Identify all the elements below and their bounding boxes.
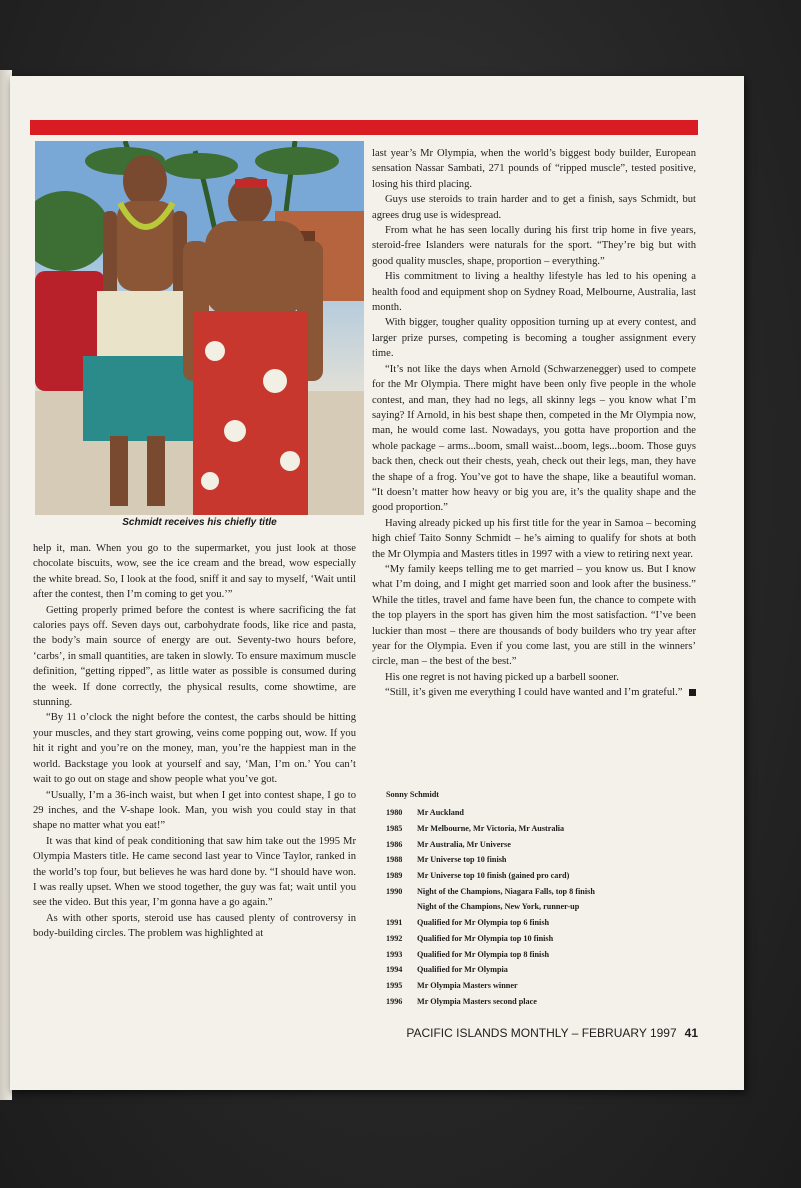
paragraph: “By 11 o’clock the night before the contest, the carbs should be hitting your muscles, and they start growing, veins come popping out, wow. If you hit it right and you’re on the money, man, you’re the happiest man in the world. Backstage you look at yourself and say, ‘Man, I’m on.’ You can’t wait to go out on stage and show people what you’ve got.: [33, 712, 356, 786]
title-row: [386, 931, 696, 947]
title-year: 1980: [386, 808, 403, 818]
title-row: [386, 978, 696, 994]
title-year: 1995: [386, 980, 403, 990]
title-name: Qualified for Mr Olympia top 8 finish: [417, 949, 550, 959]
red-accent-bar: [30, 120, 698, 135]
title-name: Qualified for Mr Olympia: [417, 965, 508, 975]
title-name: Mr Australia, Mr Universe: [417, 839, 511, 849]
title-name: Mr Melbourne, Mr Victoria, Mr Australia: [417, 824, 565, 834]
title-year: 1985: [386, 824, 403, 834]
title-year: 1986: [386, 839, 403, 849]
title-row: [386, 821, 696, 837]
magazine-page: [10, 76, 744, 1090]
title-row: [386, 852, 696, 868]
titles-heading: Sonny Schmidt: [386, 790, 440, 799]
publication-name: PACIFIC ISLANDS MONTHLY – FEBRUARY 1997: [406, 1026, 677, 1040]
paragraph: “Usually, I’m a 36-inch waist, but when I get into contest shape, I go to 29 inches, and the V-shape look. Man, you wish you could stay in that shape no matter what you eat!”: [33, 789, 356, 832]
title-row: [386, 805, 696, 821]
title-row: [386, 962, 696, 978]
title-name: Night of the Champions, Niagara Falls, top 8 finish: [417, 886, 595, 896]
paragraph: From what he has seen locally during his first trip home in five years, steroid-free Islanders were naturals for the sport. “They’re big but with good quality muscles, shape, proportion – everything.”: [372, 225, 696, 267]
title-year: 1993: [386, 949, 403, 959]
title-name: Mr Universe top 10 finish: [417, 855, 507, 865]
title-year: 1996: [386, 996, 403, 1006]
title-name: Night of the Champions, New York, runner-up: [417, 902, 580, 912]
title-name: Mr Auckland: [417, 808, 464, 818]
paragraph: “It’s not like the days when Arnold (Schwarzenegger) used to compete for the Mr Olympia. There might have been only five people in the whole contest, and man, they had no legs, all skinny legs – you know what I’m saying? If Arnold, in his best shape then, competed in the Mr Olympia now, man, he would come last. Nowadays, you gotta have proportion and the whole package – arms...boom, small waist...boom, legs...boom. Those guys back then, check out their chests, yeah, check out their legs, man, they have the shape of a frog. You’ve got to have the shape, like a beautiful woman. “It doesn’t matter how heavy or big you are, it’s the quality shape and the good proportion.”: [372, 363, 696, 514]
title-row: [386, 993, 696, 1009]
title-name: Qualified for Mr Olympia top 6 finish: [417, 918, 550, 928]
paragraph: Guys use steroids to train harder and to get a finish, says Schmidt, but agrees drug use is widespread.: [372, 194, 696, 221]
photo-caption: Schmidt receives his chiefly title: [122, 517, 277, 528]
paragraph: Getting properly primed before the contest is where sacrificing the fat calories pays off. Seven days out, carbohydrate foods, like rice and pasta, the body’s main source of energy are out. Seventy-two hours before, ‘carbs’, in small quantities, are taken in slowly. To ensure maximum muscle definition, “getting ripped”, as little water as possible is consumed during the week. If done correctly, the physical results, come showtime, are stunning.: [33, 604, 356, 709]
paragraph: His one regret is not having picked up a barbell sooner.: [385, 671, 619, 683]
paragraph: last year’s Mr Olympia, when the world’s biggest body builder, European sensation Nassar Sambati, 271 pounds of “ripped muscle”, tested positive, losing his third placing.: [372, 148, 696, 190]
title-row: [386, 836, 696, 852]
paragraph: Having already picked up his first title for the year in Samoa – becoming high chief Taito Sonny Schmidt – he’s aiming to qualify for shots at both the Mr Olympia and Masters titles in 1997 with a view to retiring next year.: [372, 517, 696, 560]
title-name: Mr Olympia Masters winner: [417, 980, 518, 990]
photo-illustration: [35, 141, 364, 515]
title-year: 1994: [386, 965, 403, 975]
left-column: [33, 541, 356, 942]
paragraph: His commitment to living a healthy lifestyle has led to his opening a health food and equipment shop on Sydney Road, Melbourne, Australia, last month.: [372, 271, 696, 314]
titles-list: [386, 790, 696, 1009]
paragraph: With bigger, tougher quality opposition turning up at every contest, and larger prize purses, competing is becoming a tougher assignment every time.: [372, 317, 696, 360]
right-column: [372, 146, 696, 701]
title-year: 1989: [386, 871, 403, 881]
paragraph: As with other sports, steroid use has caused plenty of controversy in body-building circles. The problem was highlighted at: [33, 912, 356, 940]
paragraph: help it, man. When you go to the supermarket, you just look at those chocolate biscuits, wow, see the ice cream and the bread, wow especially the white bread. So, I look at the food, sniff it and say to myself, ‘Wait until after the contest, then I’m coming to get you.’”: [33, 543, 356, 601]
paragraph: It was that kind of peak conditioning that saw him take out the 1995 Mr Olympia Masters title. He came second last year to Vince Taylor, ranked in the world’s top four, but believes he was hard done by. “I should have won. I was really upset. When we stood together, the guy was fat; wait until you see the video. But this year, I’m gonna have a go again.”: [33, 835, 356, 909]
title-year: 1991: [386, 918, 403, 928]
page-number: 41: [684, 1026, 698, 1040]
photo-two-chiefs: [35, 141, 364, 515]
paragraph: “My family keeps telling me to get married – you know us. But I know what I’m doing, and I might get married soon and look after the business.” While the titles, travel and fame have been fun, the chance to compete with the top players in the sport has given him the most satisfaction. “I’ve been luckier than most – there are thousands of body builders who try year after year for the Olympia. Even if you come last, you are still in the winners’ circle, man – the best of the best.”: [372, 563, 696, 668]
title-year: 1990: [386, 886, 403, 896]
title-row: [386, 883, 696, 899]
title-year: 1992: [386, 933, 403, 943]
title-row: [386, 946, 696, 962]
title-row: [386, 868, 696, 884]
title-name: Qualified for Mr Olympia top 10 finish: [417, 933, 554, 943]
paragraph-final: [372, 685, 696, 700]
title-row: [386, 899, 696, 915]
end-mark-icon: [689, 689, 696, 696]
title-year: 1988: [386, 855, 403, 865]
title-row: [386, 915, 696, 931]
page-footer: [402, 1026, 698, 1040]
title-name: Mr Universe top 10 finish (gained pro card): [417, 871, 570, 881]
title-name: Mr Olympia Masters second place: [417, 996, 537, 1006]
paragraph-text: “Still, it’s given me everything I could have wanted and I’m grateful.”: [385, 687, 683, 699]
